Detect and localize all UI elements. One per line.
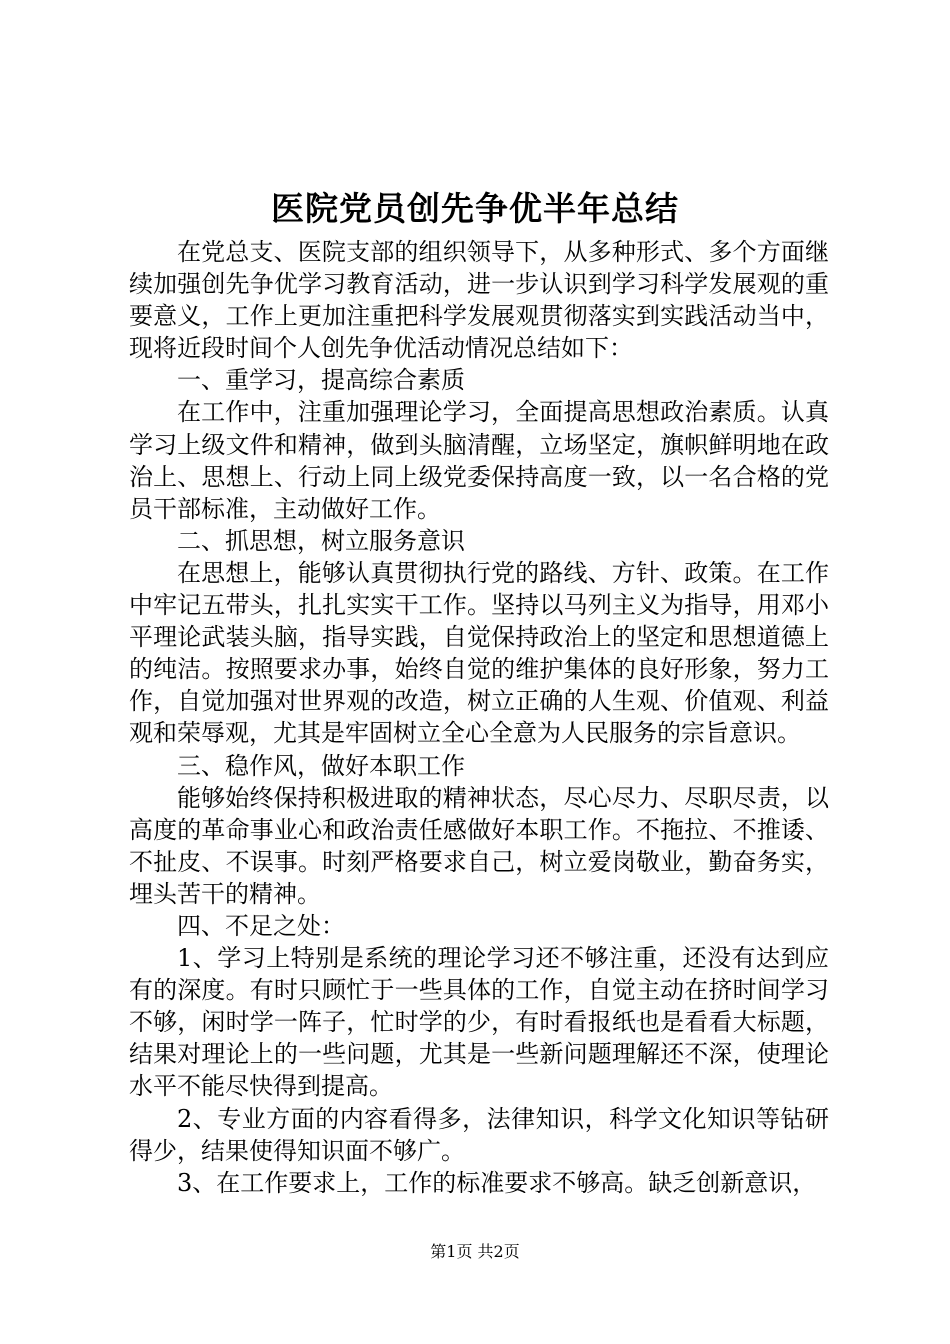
paragraph-section-1: 在工作中，注重加强理论学习，全面提高思想政治素质。认真学习上级文件和精神，做到头脑清醒，立场坚定，旗帜鲜明地在政治上、思想上、行动上同上级党委保持高度一致，以一名合格的党员干部标准，主动做好工作。 [129, 398, 829, 523]
paragraph-shortcoming-2: 2、专业方面的内容看得多，法律知识，科学文化知识等钻研得少，结果使得知识面不够广。 [129, 1104, 829, 1165]
paragraph-shortcoming-1: 1、学习上特别是系统的理论学习还不够注重，还没有达到应有的深度。有时只顾忙于一些具体的工作，自觉主动在挤时间学习不够，闲时学一阵子，忙时学的少，有时看报纸也是看看大标题，结果对理论上的一些问题，尤其是一些新问题理解还不深，使理论水平不能尽快得到提高。 [129, 944, 829, 1101]
paragraph-section-3: 能够始终保持积极进取的精神状态，尽心尽力、尽职尽责，以高度的革命事业心和政治责任感做好本职工作。不拖拉、不推诿、不扯皮、不误事。时刻严格要求自己，树立爱岗敬业，勤奋务实，埋头苦干的精神。 [129, 783, 829, 908]
document-title: 医院党员创先争优半年总结 [271, 189, 679, 228]
section-heading-3: 三、稳作风，做好本职工作 [177, 751, 465, 780]
paragraph-intro: 在党总支、医院支部的组织领导下，从多种形式、多个方面继续加强创先争优学习教育活动，进一步认识到学习科学发展观的重要意义，工作上更加注重把科学发展观贯彻落实到实践活动当中，现将近段时间个人创先争优活动情况总结如下： [129, 238, 829, 363]
document-body [129, 236, 829, 1199]
paragraph-shortcoming-3: 3、在工作要求上，工作的标准要求不够高。缺乏创新意识， [177, 1168, 817, 1197]
paragraph-section-2: 在思想上，能够认真贯彻执行党的路线、方针、政策。在工作中牢记五带头，扎扎实实干工作。坚持以马列主义为指导，用邓小平理论武装头脑，指导实践，自觉保持政治上的坚定和思想道德上的纯洁。按照要求办事，始终自觉的维护集体的良好形象，努力工作，自觉加强对世界观的改造，树立正确的人生观、价值观、利益观和荣辱观，尤其是牢固树立全心全意为人民服务的宗旨意识。 [129, 558, 829, 748]
section-heading-1: 一、重学习，提高综合素质 [177, 366, 465, 395]
section-heading-4: 四、不足之处： [177, 911, 345, 940]
section-heading-2: 二、抓思想，树立服务意识 [177, 526, 465, 555]
page-footer: 第1页 共2页 [430, 1242, 520, 1261]
